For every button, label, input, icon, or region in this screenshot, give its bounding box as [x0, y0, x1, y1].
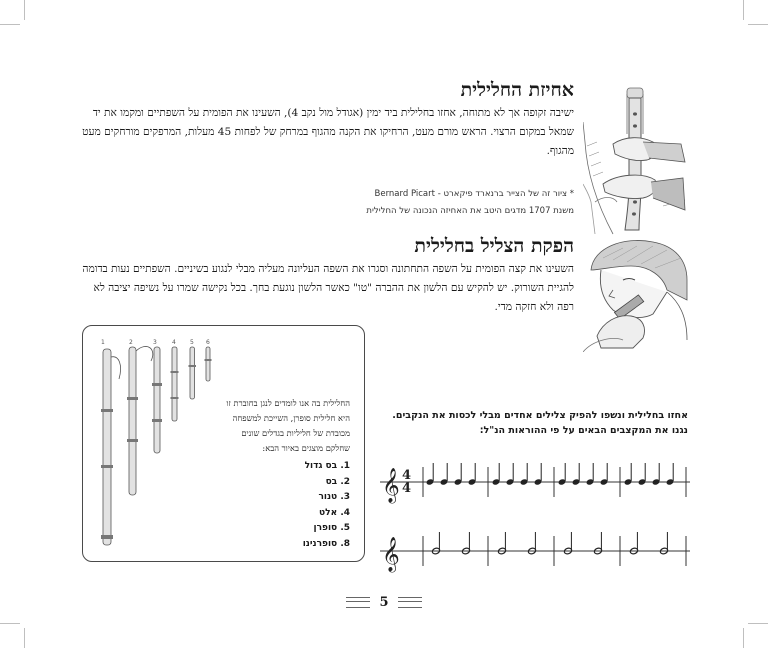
- page-ornament-right: [398, 597, 422, 608]
- illustration-credit: [154, 186, 574, 220]
- section-title-sound: הפקת הצליל בחלילית: [414, 235, 574, 257]
- figure-label-6: 6: [206, 339, 210, 346]
- list-item-great-bass: 1. בס גדול: [304, 461, 350, 471]
- recorder-sopranino: [206, 347, 210, 381]
- list-item-tenor: 3. טנור: [318, 492, 350, 502]
- exercise-instructions: [368, 408, 688, 438]
- credit-line-2: משנת 1707 מדגים היטב את האחיזה הנכונה של החלילית: [366, 206, 574, 216]
- page-footer: [344, 592, 424, 608]
- recorder-tenor: [154, 347, 160, 453]
- player-illustration: [583, 240, 688, 352]
- recorder-bass: [129, 347, 136, 495]
- treble-clef-icon: 𝄞: [382, 537, 400, 572]
- recorder-alto: [172, 347, 177, 421]
- figure-label-2: 2: [129, 339, 133, 346]
- crop-mark: [748, 623, 768, 624]
- page-ornament-left: [346, 597, 370, 608]
- recorder-family-list: [218, 459, 350, 552]
- crop-mark: [748, 24, 768, 25]
- figure-label-3: 3: [153, 339, 157, 346]
- crop-mark: [743, 0, 744, 20]
- list-item-sopranino: 8. סופרנינו: [302, 538, 350, 549]
- page-number: 5: [379, 595, 389, 610]
- list-item-bass: 2. בס: [325, 476, 350, 487]
- time-sig-bottom: 4: [402, 481, 412, 496]
- figure-label-4: 4: [172, 339, 176, 346]
- crop-mark: [24, 628, 25, 648]
- list-item-alto: 4. אלט: [319, 507, 350, 518]
- holding-paragraph: ישיבה זקופה אך לא מתוחה, אחזו בחלילית ביד ימין (אגודל מול נקב 4), השעינו את הפומית על השפתיים ומקמו את יד שמאל במקום הרצוי. הראש מורם מעט, הרחיקו את הקנה מהגוף במרחק של לפחות 45 מעלות, המרפקים מורחקים מעט מהגוף.: [82, 107, 574, 157]
- credit-name: Bernard Picart: [374, 189, 435, 199]
- section-title-holding: אחיזת החלילית: [460, 79, 574, 101]
- recorder-great-bass: [103, 349, 111, 545]
- sound-paragraph: השעינו את קצה הפומית על השפה התחתונה וסגרו את השפה העליונה מעליה מבלי לנגוע בשיניים. השפתיים נעות בדומה להגיית השורוק. יש להקיש עם הלשון את ההברה "טו" כאשר הלשון נוגעת בחך. בכל נקישה שמרו על נשיפה יציבה לא רפה ולא חזקה מדי.: [82, 263, 574, 313]
- instruction-line-2: נגנו את המקצבים הבאים על פי ההוראות הנ"ל:: [479, 425, 688, 436]
- list-item-soprano: 5. סופרן: [313, 523, 350, 533]
- time-sig-top: 4: [402, 468, 412, 483]
- crop-mark: [24, 0, 25, 20]
- recorder-family-figure: [95, 335, 225, 553]
- crop-mark: [0, 24, 20, 25]
- rhythm-staff-quarters: [380, 455, 690, 505]
- credit-line-1: [154, 186, 574, 203]
- credit-hebrew: * ציור זה של הצייר ברנארד פיקארט -: [437, 189, 574, 199]
- treble-clef-icon: 𝄞: [382, 468, 400, 503]
- holding-illustration: [583, 84, 688, 242]
- figure-label-5: 5: [190, 339, 194, 346]
- recorder-family-intro: החלילית בה אנו לומדים לנגן בחוברת זו היא חלילית סופרן, השייכת למשפחה מכובדת של חליליות בגדלים שונים שחלקם מוצגים באיור הבא:: [226, 398, 350, 453]
- rhythm-staff-halves: [380, 524, 690, 574]
- crop-mark: [743, 628, 744, 648]
- figure-label-1: 1: [101, 339, 105, 346]
- recorder-soprano: [190, 347, 195, 399]
- instruction-line-1: אחזו בחלילית ונשפו להפיק צלילים אחדים מבלי לכסות את הנקבים.: [392, 410, 688, 421]
- crop-mark: [0, 623, 20, 624]
